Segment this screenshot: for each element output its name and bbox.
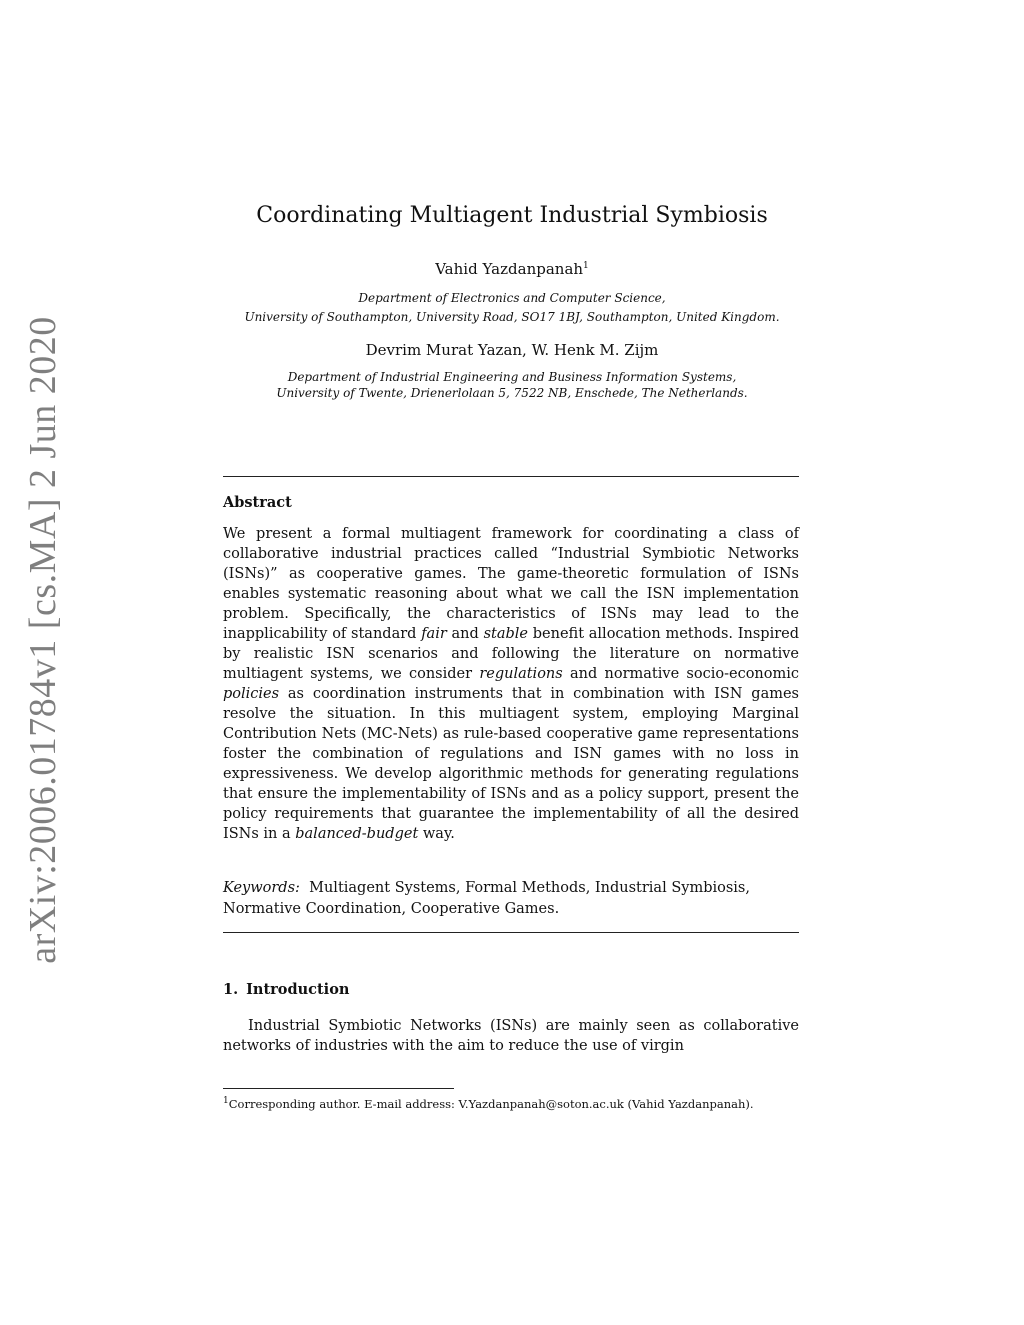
abstract-emphasis: balanced-budget: [295, 826, 419, 842]
footnote: [223, 1093, 799, 1113]
keywords-label: Keywords:: [223, 880, 300, 896]
abstract-text: benefit allocation methods. Inspired by realistic ISN scenarios and following the literature on normative multiagent systems, we consider: [223, 626, 799, 682]
abstract-text: way.: [418, 826, 455, 842]
footnote-mark: 1: [583, 261, 589, 271]
abstract-emphasis: fair: [421, 626, 447, 642]
intro-paragraph: Industrial Symbiotic Networks (ISNs) are mainly seen as collaborative networks of industries with the aim to reduce the use of virgin: [223, 1018, 799, 1054]
abstract-emphasis: regulations: [479, 666, 563, 682]
paper-title: Coordinating Multiagent Industrial Symbiosis: [256, 203, 768, 228]
abstract-text: and: [446, 626, 484, 642]
abstract-body: [223, 524, 799, 844]
author-second: Devrim Murat Yazan, W. Henk M. Zijm: [365, 341, 659, 359]
affiliation-second: [0, 369, 1024, 401]
section-number: 1.: [223, 981, 239, 998]
abstract-text: We present a formal multiagent framework for coordinating a class of collaborative industrial practices called “Industrial Symbiotic Networks (ISNs)” as cooperative games. The game-theoretic formulation of ISNs enables systematic reasoning about what we call the ISN implementation problem. Specifically, the characteristics of ISNs may lead to the inapplicability of standard: [223, 526, 799, 642]
keywords-text: Multiagent Systems, Formal Methods, Industrial Symbiosis, Normative Coordination, Cooperative Games.: [223, 880, 750, 917]
keywords: [223, 878, 799, 919]
author-first: [0, 260, 1024, 278]
abstract-text: and normative socio-economic: [562, 666, 799, 682]
affiliation-first: [0, 289, 1024, 327]
affiliation-line: Department of Industrial Engineering and Business Information Systems,: [287, 370, 737, 384]
section-title: Introduction: [246, 981, 350, 998]
abstract-emphasis: stable: [483, 626, 528, 642]
abstract-top-rule: [223, 476, 799, 477]
author-first-name: Vahid Yazdanpanah: [435, 260, 584, 278]
affiliation-line: University of Twente, Drienerlolaan 5, 7522 NB, Enschede, The Netherlands.: [276, 386, 748, 400]
abstract-emphasis: policies: [223, 686, 280, 702]
affiliation-line: Department of Electronics and Computer Science,: [358, 291, 666, 305]
arxiv-stamp: arXiv:2006.01784v1 [cs.MA] 2 Jun 2020: [22, 316, 64, 964]
abstract-bottom-rule: [223, 932, 799, 933]
footnote-mark: 1: [223, 1096, 229, 1106]
section-heading: [223, 981, 799, 998]
footnote-rule: [223, 1088, 454, 1089]
abstract-text: as coordination instruments that in combination with ISN games resolve the situation. In this multiagent system, employing Marginal Contribution Nets (MC-Nets) as rule-based cooperative game representations foster the combination of regulations and ISN games with no loss in expressiveness. We develop algorithmic methods for generating regulations that ensure the implementability of ISNs and as a policy support, present the policy requirements that guarantee the implementability of all the desired ISNs in a: [223, 686, 799, 842]
footnote-text: Corresponding author. E-mail address: V.Yazdanpanah@soton.ac.uk (Vahid Yazdanpanah).: [228, 1096, 754, 1111]
abstract-heading: Abstract: [223, 494, 292, 511]
affiliation-line: University of Southampton, University Road, SO17 1BJ, Southampton, United Kingdom.: [244, 310, 780, 324]
